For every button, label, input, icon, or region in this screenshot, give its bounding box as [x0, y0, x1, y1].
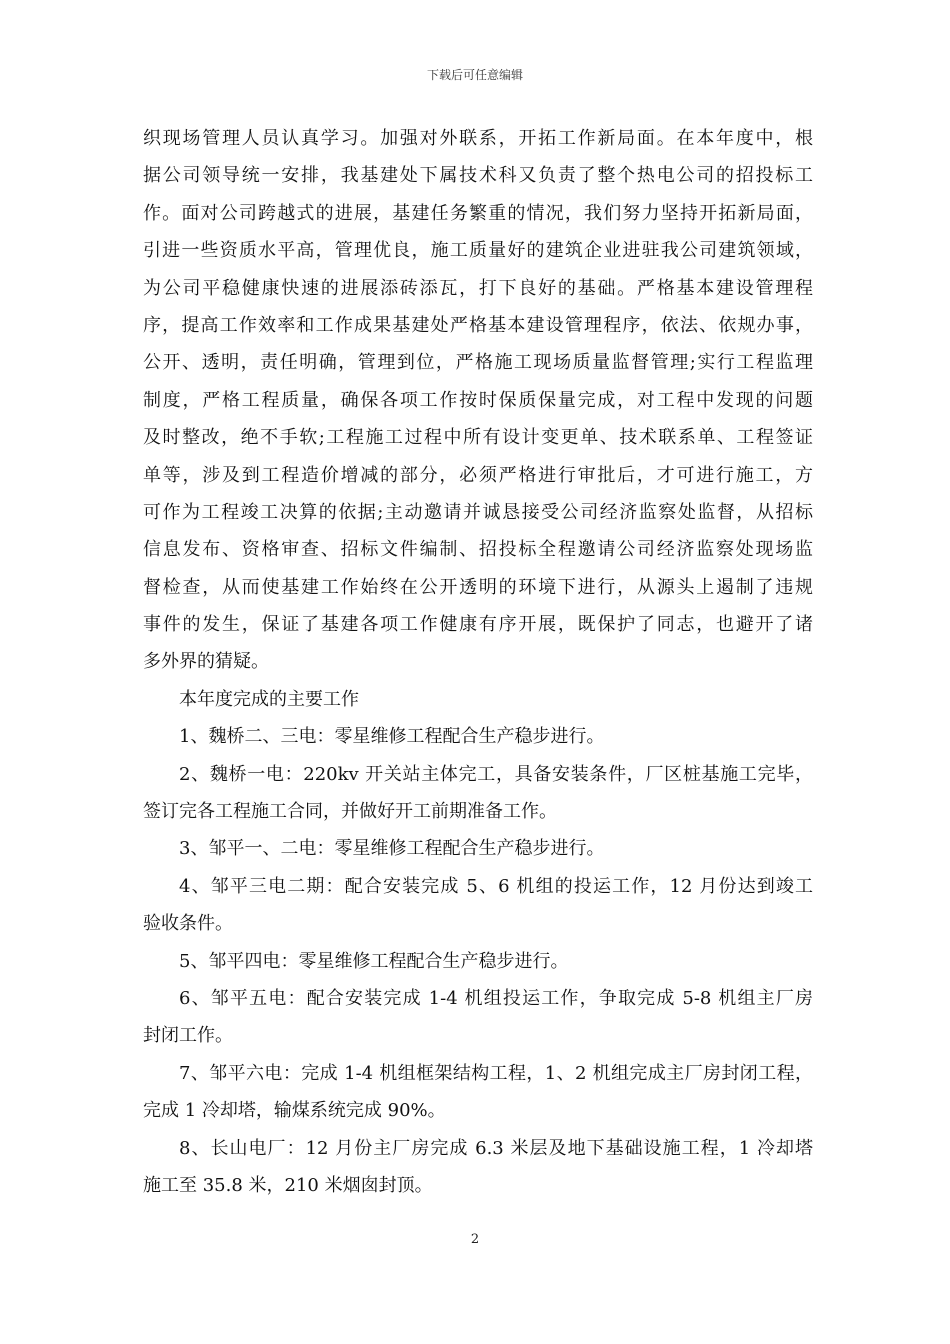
list-item [143, 1055, 813, 1130]
section-title: 本年度完成的主要工作 [179, 688, 359, 710]
list-item-line: 封闭工作。 [143, 1025, 233, 1047]
list-item [143, 868, 813, 943]
list-item-line: 7、邹平六电：完成 1-4 机组框架结构工程，1、2 机组完成主厂房封闭工程， [179, 1062, 813, 1084]
paragraph-line: 多外界的猜疑。 [143, 651, 269, 673]
paragraph-line: 信息发布、资格审查、招标文件编制、招投标全程邀请公司经济监察处现场监 [143, 539, 813, 561]
paragraph-line: 织现场管理人员认真学习。加强对外联系，开拓工作新局面。在本年度中，根 [143, 128, 813, 149]
list-item [143, 756, 813, 831]
paragraph-line: 事件的发生，保证了基建各项工作健康有序开展，既保护了同志，也避开了诸 [143, 614, 813, 636]
paragraph-main [143, 120, 813, 681]
paragraph-line: 督检查，从而使基建工作始终在公开透明的环境下进行，从源头上遏制了违规 [143, 576, 813, 598]
list-item-line: 完成 1 冷却塔，输煤系统完成 90%。 [143, 1100, 446, 1122]
paragraph-line: 序，提高工作效率和工作成果基建处严格基本建设管理程序，依法、依规办事， [143, 314, 813, 336]
list-item-line: 2、魏桥一电：220kv 开关站主体完工，具备安装条件，厂区桩基施工完毕， [179, 763, 813, 785]
list-item: 3、邹平一、二电：零星维修工程配合生产稳步进行。 [179, 838, 605, 860]
page-header: 下载后可任意编辑 [426, 68, 523, 82]
list-item [143, 1130, 813, 1205]
list-item-line: 8、长山电厂：12 月份主厂房完成 6.3 米层及地下基础设施工程，1 冷却塔 [179, 1137, 813, 1159]
paragraph-line: 公开、透明，责任明确，管理到位，严格施工现场质量监督管理;实行工程监理 [143, 352, 813, 374]
document-body [143, 120, 813, 1204]
paragraph-line: 据公司领导统一安排，我基建处下属技术科又负责了整个热电公司的招投标工 [143, 165, 813, 187]
list-item-line: 4、邹平三电二期：配合安装完成 5、6 机组的投运工作，12 月份达到竣工 [179, 875, 813, 897]
paragraph-line: 作。面对公司跨越式的进展，基建任务繁重的情况，我们努力坚持开拓新局面， [143, 202, 813, 224]
list-item: 1、魏桥二、三电：零星维修工程配合生产稳步进行。 [179, 726, 605, 748]
list-item-line: 6、邹平五电：配合安装完成 1-4 机组投运工作，争取完成 5-8 机组主厂房 [179, 987, 813, 1009]
page-number: 2 [470, 1232, 480, 1247]
paragraph-line: 制度，严格工程质量，确保各项工作按时保质保量完成，对工程中发现的问题 [143, 389, 813, 411]
paragraph-line: 可作为工程竣工决算的依据;主动邀请并诚恳接受公司经济监察处监督，从招标 [143, 501, 813, 523]
list-item [143, 980, 813, 1055]
list-item-line: 施工至 35.8 米，210 米烟囱封顶。 [143, 1174, 433, 1196]
paragraph-line: 引进一些资质水平高，管理优良，施工质量好的建筑企业进驻我公司建筑领域， [143, 240, 813, 262]
paragraph-line: 单等，涉及到工程造价增减的部分，必须严格进行审批后，才可进行施工，方 [143, 464, 813, 486]
paragraph-line: 为公司平稳健康快速的进展添砖添瓦，打下良好的基础。严格基本建设管理程 [143, 277, 813, 299]
paragraph-line: 及时整改，绝不手软;工程施工过程中所有设计变更单、技术联系单、工程签证 [143, 427, 813, 449]
list-item: 5、邹平四电：零星维修工程配合生产稳步进行。 [179, 950, 569, 972]
list-item-line: 签订完各工程施工合同，并做好开工前期准备工作。 [143, 801, 557, 823]
list-item-line: 验收条件。 [143, 913, 233, 935]
